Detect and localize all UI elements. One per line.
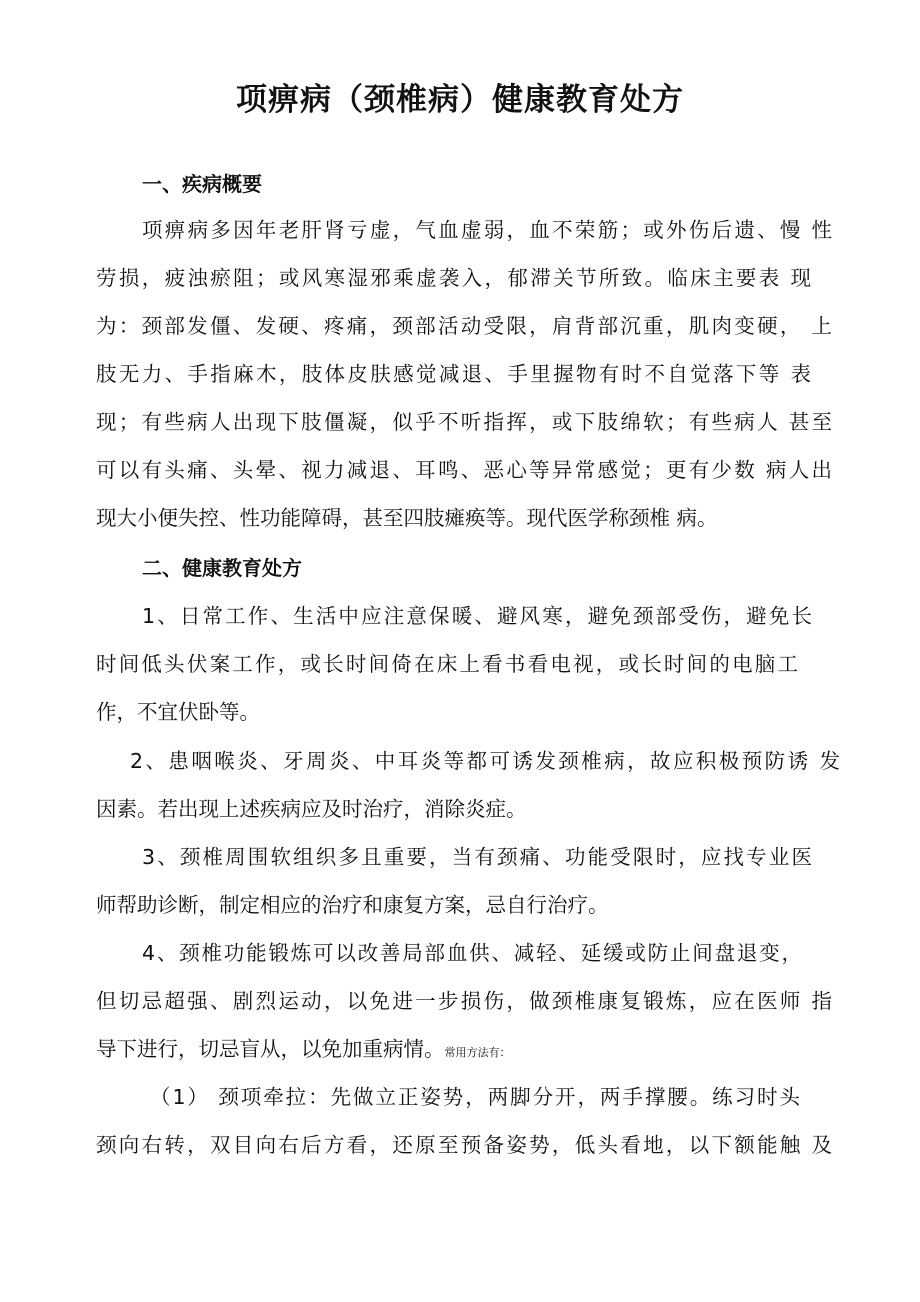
- paragraph-line: 为：颈部发僵、发硬、疼痛，颈部活动受限，肩背部沉重，肌肉变硬， 上: [96, 314, 832, 338]
- paragraph-line: 因素。若出现上述疾病应及时治疗，消除炎症。: [96, 797, 527, 821]
- paragraph-line: 现；有些病人出现下肢僵凝，似乎不听指挥，或下肢绵软；有些病人 甚至: [96, 410, 832, 434]
- paragraph-line: 2、患咽喉炎、牙周炎、中耳炎等都可诱发颈椎病，故应积极预防诱 发: [130, 749, 840, 773]
- paragraph-line: （1） 颈项牵拉：先做立正姿势，两脚分开，两手撑腰。练习时头: [150, 1085, 800, 1109]
- small-note: 常用方法有：: [444, 1046, 511, 1059]
- paragraph-line: 颈向右转，双目向右后方看，还原至预备姿势，低头看地，以下额能触 及: [96, 1133, 832, 1157]
- paragraph-line: 现大小便失控、性功能障碍，甚至四肢瘫痪等。现代医学称颈椎 病。: [96, 506, 718, 530]
- paragraph-line: [96, 1037, 511, 1062]
- paragraph-text: 导下进行，切忌盲从，以免加重病情。: [96, 1037, 445, 1061]
- paragraph-line: 但切忌超强、剧烈运动，以免进一步损伤，做颈椎康复锻炼，应在医师 指: [96, 989, 832, 1013]
- section-heading-overview: 一、疾病概要: [142, 172, 262, 196]
- paragraph-line: 1、日常工作、生活中应注意保暖、避风寒，避免颈部受伤，避免长: [142, 604, 812, 628]
- document-title: 项痹病（颈椎病）健康教育处方: [236, 82, 684, 118]
- paragraph-line: 项痹病多因年老肝肾亏虚，气血虚弱，血不荣筋；或外伤后遗、慢 性: [142, 218, 832, 242]
- section-heading-prescription: 二、健康教育处方: [142, 556, 302, 580]
- paragraph-line: 肢无力、手指麻木，肢体皮肤感觉减退、手里握物有时不自觉落下等 表: [96, 362, 811, 386]
- paragraph-line: 时间低头伏案工作，或长时间倚在床上看书看电视，或长时间的电脑工: [96, 652, 798, 676]
- paragraph-line: 劳损，疲浊瘀阻；或风寒湿邪乘虚袭入，郁滞关节所致。临床主要表 现: [96, 266, 811, 290]
- paragraph-line: 作，不宜伏卧等。: [96, 700, 260, 724]
- paragraph-line: 师帮助诊断，制定相应的治疗和康复方案，忌自行治疗。: [96, 893, 609, 917]
- paragraph-line: 4、颈椎功能锻炼可以改善局部血供、减轻、延缓或防止间盘退变，: [142, 941, 802, 965]
- paragraph-line: 可以有头痛、头晕、视力减退、耳鸣、恶心等异常感觉；更有少数 病人出: [96, 458, 832, 482]
- paragraph-line: 3、颈椎周围软组织多且重要，当有颈痛、功能受限时，应找专业医: [142, 845, 812, 869]
